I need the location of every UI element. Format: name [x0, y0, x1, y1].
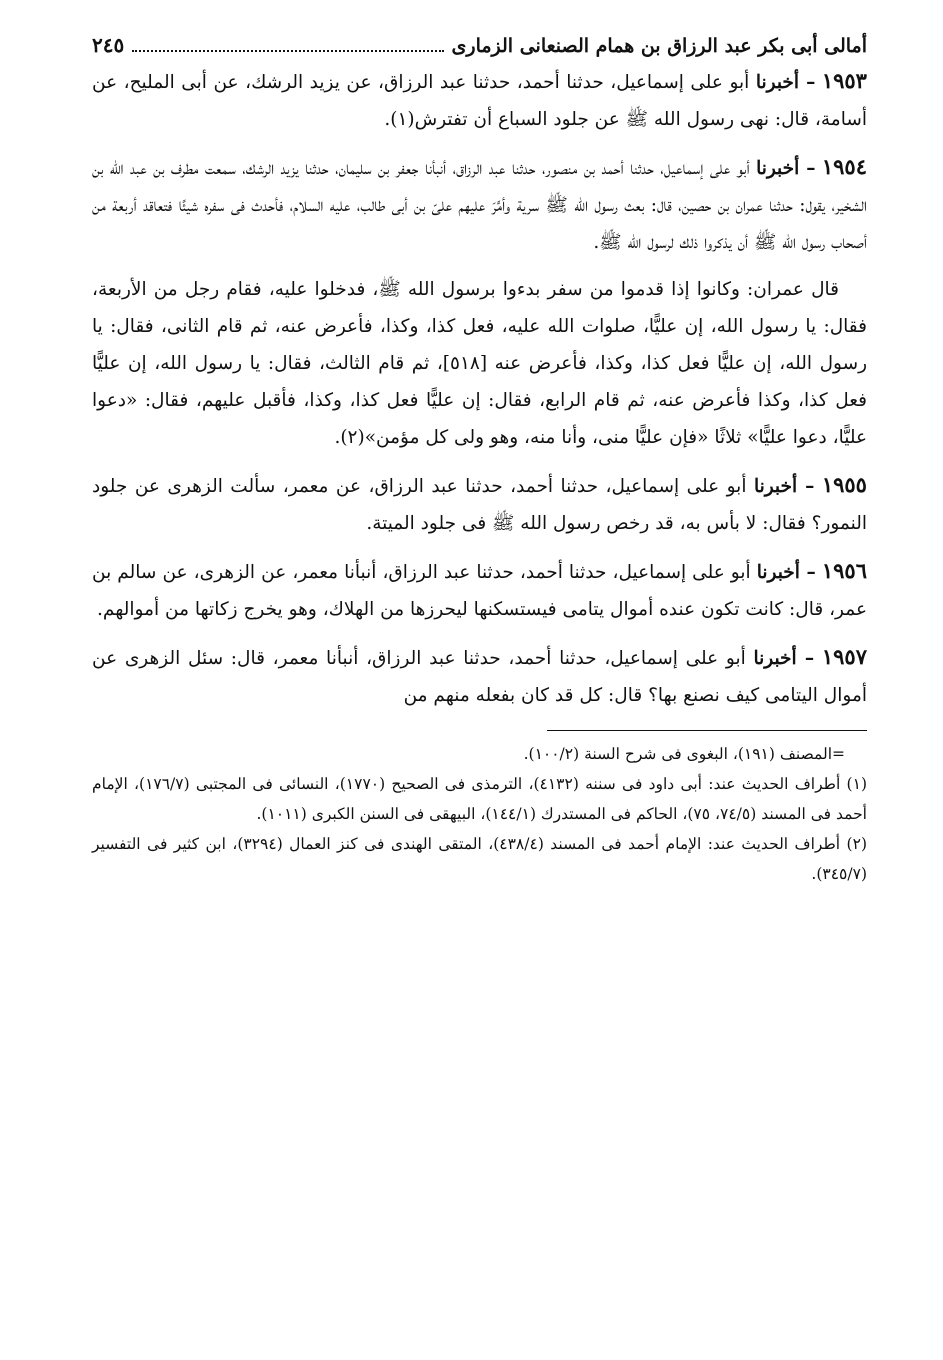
hadith-entry-1954: ١٩٥٤ – أخبرنا أبو على إسماعيل، حدثنا أحمد بن منصور، حدثنا عبد الرزاق، أنبأنا جعفر بن سليمان، حدثنا يزيد الرشك، سمعت مطرف بن عبد الله بن الشخير، يقول: حدثنا عمران بن حصين، قال: بعث رسول الله ﷺ سرية وأمَّرَ عليهم علىّ بن أبى طالب، عليه السلام، فأحدث فى سفره شيئًا فتعاقد أربعة من أصحاب رسول الله ﷺ أن يذكروا ذلك لرسول الله ﷺ.: [92, 154, 867, 253]
footnote-text: أطراف الحديث عند: الإمام أحمد فى المسند (٤٣٨/٤)، المتقى الهندى فى كنز العمال (٣٢٩٤)، ابن كثير فى التفسير (٣٤٥/٧).: [92, 835, 867, 883]
hadith-entry-1956: ١٩٥٦ – أخبرنا أبو على إسماعيل، حدثنا أحمد، حدثنا عبد الرزاق، أنبأنا معمر، عن الزهرى، عن سالم بن عمر، قال: كانت تكون عنده أموال يتامى فيستسكنها ليحرزها من الهلاك، وهو يخرج زكاتها من أموالهم.: [92, 558, 867, 620]
footnote-1: [92, 769, 867, 829]
running-header: [92, 30, 867, 62]
entry-number: ١٩٥٣: [821, 68, 867, 93]
entry-lead-word: أخبرنا: [753, 648, 797, 669]
entry-text: قال عمران: وكانوا إذا قدموا من سفر بدءوا برسول الله ﷺ، فدخلوا عليه، فقام رجل من الأربعة، فقال: يا رسول الله، إن عليًّا، صلوات الله عليه، فعل كذا، وكذا، فأعرض عنه، ثم قام الثانى، فقال: يا رسول الله، إن عليًّا فعل كذا، وكذا، فأعرض عنه [٥١٨]، ثم قام الثالث، فقال: يا رسول الله، إن عليًّا فعل كذا، وكذا فأعرض عنه، ثم قام الرابع، فقال: إن عليًّا فعل كذا، وكذا، فأقبل عليهم، فقال: «دعوا عليًّا، دعوا عليًّا» ثلاثًا «فإن عليًّا منى، وأنا منه، وهو ولى كل مؤمن»(٢).: [92, 279, 867, 448]
entry-text: أبو على إسماعيل، حدثنا أحمد، حدثنا عبد الرزاق، أنبأنا معمر، عن الزهرى، عن سالم بن عمر، قال: كانت تكون عنده أموال يتامى فيستسكنها ليحرزها من الهلاك، وهو يخرج زكاتها من أموالهم.: [92, 562, 867, 620]
entry-text: أبو على إسماعيل، حدثنا أحمد، حدثنا عبد الرزاق، عن يزيد الرشك، عن أبى المليح، عن أسامة، قال: نهى رسول الله ﷺ عن جلود السباع أن تفترش(١).: [92, 72, 867, 130]
entry-lead-word: أخبرنا: [756, 562, 800, 583]
entry-number: ١٩٥٧: [821, 644, 867, 669]
page-number: ٢٤٥: [92, 33, 125, 57]
entry-lead-word: أخبرنا: [753, 476, 798, 497]
header-dotted-leader: [132, 49, 443, 52]
entry-number: ١٩٥٤: [821, 154, 867, 179]
entry-lead-word: أخبرنا: [756, 158, 800, 179]
footnote-marker: (١): [846, 775, 867, 793]
footnote-text: أطراف الحديث عند: أبى داود فى سننه (٤١٣٢)، الترمذى فى الصحيح (١٧٧٠)، النسائى فى المجتبى (١٧٦/٧)، الإمام أحمد فى المسند (٧٤/٥، ٧٥)، الحاكم فى المستدرك (١٤٤/١)، البيهقى فى السنن الكبرى (١٠١١).: [92, 775, 867, 823]
entry-number: ١٩٥٦: [821, 558, 867, 583]
entry-text: أبو على إسماعيل، حدثنا أحمد بن منصور، حدثنا عبد الرزاق، أنبأنا جعفر بن سليمان، حدثنا يزيد الرشك، سمعت مطرف بن عبد الله بن الشخير، يقول: حدثنا عمران بن حصين، قال: بعث رسول الله ﷺ سرية وأمَّرَ عليهم علىّ بن أبى طالب، عليه السلام، فأحدث فى سفره شيئًا فتعاقد أربعة من أصحاب رسول الله ﷺ أن يذكروا ذلك لرسول الله ﷺ.: [92, 158, 867, 253]
entry-text: أبو على إسماعيل، حدثنا أحمد، حدثنا عبد الرزاق، أنبأنا معمر، قال: سئل الزهرى عن أموال اليتامى كيف نصنع بها؟ قال: كل قد كان بفعله منهم من: [92, 648, 867, 706]
hadith-entry-1957: ١٩٥٧ – أخبرنا أبو على إسماعيل، حدثنا أحمد، حدثنا عبد الرزاق، أنبأنا معمر، قال: سئل الزهرى عن أموال اليتامى كيف نصنع بها؟ قال: كل قد كان بفعله منهم من: [92, 644, 867, 706]
footnotes-section: [92, 739, 867, 889]
hadith-entry-1953: ١٩٥٣ – أخبرنا أبو على إسماعيل، حدثنا أحمد، حدثنا عبد الرزاق، عن يزيد الرشك، عن أبى المليح، عن أسامة، قال: نهى رسول الله ﷺ عن جلود السباع أن تفترش(١).: [92, 68, 867, 130]
header-title: أمالى أبى بكر عبد الرزاق بن همام الصنعانى الزمارى: [451, 35, 867, 57]
hadith-entry-1955: ١٩٥٥ – أخبرنا أبو على إسماعيل، حدثنا أحمد، حدثنا عبد الرزاق، عن معمر، سألت الزهرى عن جلود النمور؟ فقال: لا بأس به، قد رخص رسول الله ﷺ فى جلود الميتة.: [92, 472, 867, 534]
footnote-carryover: =المصنف (١٩١)، البغوى فى شرح السنة (١٠٠/٢).: [523, 745, 845, 763]
book-page: [92, 30, 867, 1330]
footnote-marker: (٢): [846, 835, 867, 853]
footnote-divider: [547, 730, 867, 731]
entry-number: ١٩٥٥: [821, 472, 867, 497]
entry-text: أبو على إسماعيل، حدثنا أحمد، حدثنا عبد الرزاق، عن معمر، سألت الزهرى عن جلود النمور؟ فقال: لا بأس به، قد رخص رسول الله ﷺ فى جلود الميتة.: [92, 476, 867, 534]
footnote-2: [92, 829, 867, 889]
hadith-entry-1954-continuation: [92, 271, 867, 456]
entry-lead-word: أخبرنا: [755, 72, 799, 93]
